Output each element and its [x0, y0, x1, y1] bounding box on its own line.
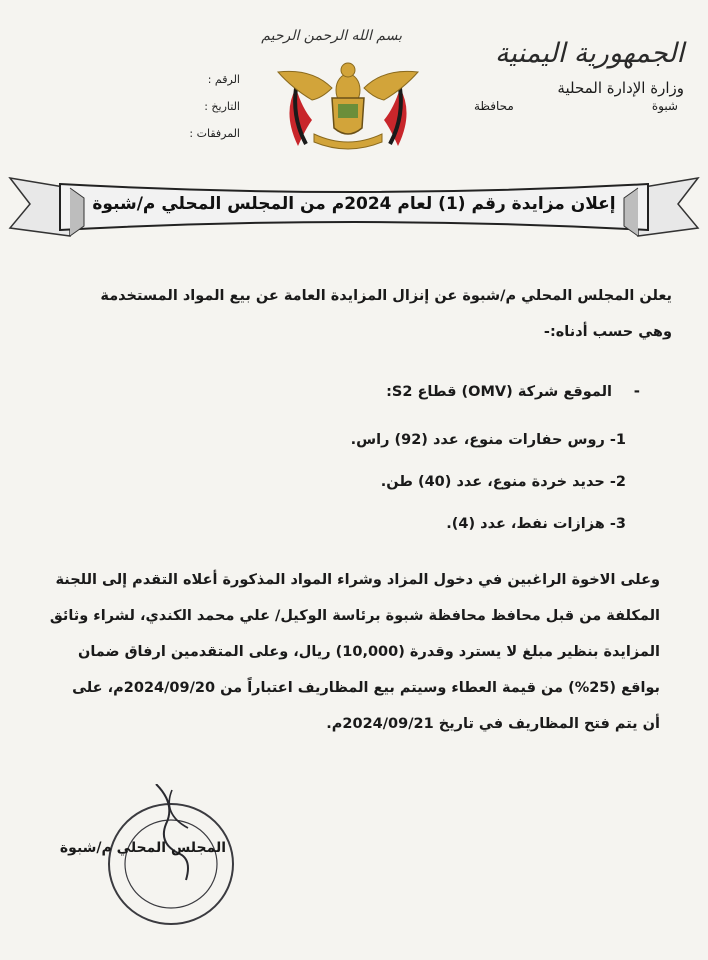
details-line: المكلفة من قبل محافظ محافظة شبوة برئاسة الوكيل/ علي محمد الكندي، لشراء وثائق [49, 608, 660, 624]
letterhead-left [150, 66, 240, 147]
letterhead-right [474, 38, 684, 114]
list-item: 2- حديد خردة منوع، عدد (40) طن. [380, 474, 626, 490]
official-stamp-icon [96, 784, 246, 934]
signature-label: المجلس المحلي م/شبوة [59, 840, 226, 856]
details-line: بواقع (25%) من قيمة العطاء وسيتم بيع المظاريف اعتباراً من 2024/09/20م، على [72, 680, 660, 696]
governorate-label: محافظة [474, 99, 514, 113]
governorate-line [474, 98, 684, 114]
intro-line-1: يعلن المجلس المحلي م/شبوة عن إنزال المزايدة العامة عن بيع المواد المستخدمة [100, 288, 672, 304]
ref-label: الرقم : [207, 73, 240, 86]
intro-line-2: وهي حسب أدناه:- [543, 324, 672, 340]
details-line: أن يتم فتح المظاريف في تاريخ 2024/09/21م. [326, 716, 660, 732]
national-emblem [261, 28, 424, 156]
republic-name: الجمهورية اليمنية [494, 38, 684, 69]
details-paragraph [40, 566, 660, 746]
location-text: الموقع شركة (OMV) قطاع S2: [386, 384, 612, 400]
details-line: المزايدة بنظير مبلغ لا يسترد وقدرة (10,000) ريال، وعلى المتقدمين ارفاق ضمان [77, 644, 660, 660]
basmala-text: بسم الله الرحمن الرحيم [261, 28, 402, 44]
list-item: 1- روس حفارات منوع، عدد (92) راس. [350, 432, 626, 448]
date-label: التاريخ : [204, 100, 240, 113]
governorate-name: شبوة [651, 99, 678, 113]
list-item: 3- هزازات نفط، عدد (4). [446, 516, 626, 532]
location-bullet: - [633, 382, 640, 400]
attachments-label: المرفقات : [189, 127, 240, 140]
details-line: وعلى الاخوة الراغبين في دخول المزاد وشراء المواد المذكورة أعلاه التقدم إلى اللجنة [55, 572, 660, 588]
announcement-title: إعلان مزايدة رقم (1) لعام 2024م من المجلس المحلي م/شبوة [92, 194, 616, 214]
eagle-emblem-icon [261, 28, 424, 156]
ministry-name: وزارة الإدارة المحلية [557, 79, 684, 97]
